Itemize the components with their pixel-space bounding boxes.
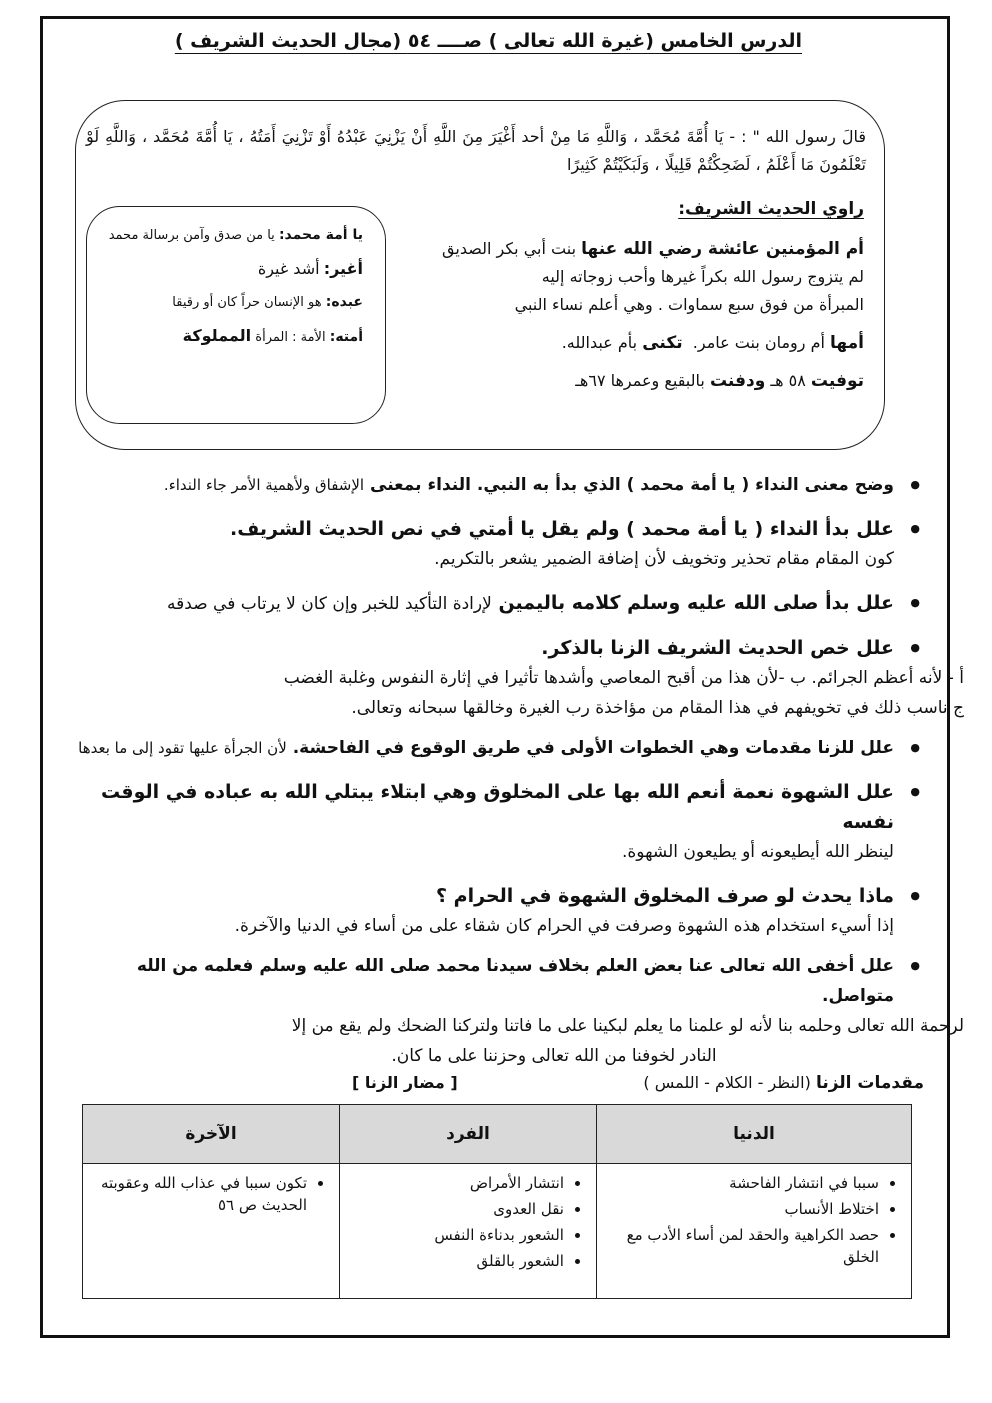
prelim-items: (النظر - الكلام - اللمس )	[643, 1073, 811, 1092]
answer-2: كون المقام مقام تحذير وتخويف لأن إضافة الضمير يشعر بالتكريم.	[434, 549, 894, 569]
narrator-line2: لم يتزوج رسول الله بكراً غيرها وأحب زوجاته إليه	[541, 267, 864, 286]
list-item: • الشعور بدناءة النفس	[350, 1224, 564, 1246]
question-2: ● علل بدأ النداء ( يا أمة محمد ) ولم يقل يا أمتي في نص الحديث الشريف.	[64, 514, 924, 544]
question-6: ● علل الشهوة نعمة أنعم الله بها على المخلوق وهي ابتلاء يبتلي الله به عباده في الوقت نفسه	[64, 777, 924, 837]
question-4: ● علل خص الحديث الشريف الزنا بالذكر.	[64, 633, 924, 663]
burial-label: ودفنت	[709, 371, 766, 391]
header-fard: الفرد	[340, 1105, 597, 1164]
answer-8-line2: النادر لخوفنا من الله تعالى وحزننا على ما كان.	[391, 1046, 717, 1066]
hadith-text: قالَ رسول الله " : - يَا أُمَّةَ مُحَمَّد ، وَاللَّهِ مَا مِنْ أحد أَغْيَرَ مِنَ اللَّهِ أَنْ يَزْنِيَ عَبْدُهُ أَوْ تَزْنِيَ أَمَتُهُ ، يَا أُمَّةَ مُحَمَّد ، وَاللَّهِ لَوْ تَعْلَمُونَ مَا أَعْلَمُ ، لَضَحِكْتُمْ قَلِيلًا ، وَلَبَكَيْتُمْ كَثِيرًا	[86, 127, 866, 174]
mother-text: أم رومان بنت عامر.	[692, 333, 825, 352]
mother-label: أمها	[830, 333, 864, 353]
answer-4-line2: ج ناسب ذلك في تخويفهم في هذا المقام من مؤاخذة رب الغيرة وخالقها سبحانه وتعالى.	[351, 698, 964, 718]
vocabulary-box	[86, 206, 386, 424]
answer-6: لينظر الله أيطيعونه أو يطيعون الشهوة.	[622, 842, 894, 862]
vocab-item: عبده: هو الإنسان حراً كان أو رقيقا	[172, 294, 363, 310]
list-item: • نقل العدوى	[350, 1198, 564, 1220]
vocab-item: أمته: الأمة : المرأة المملوكة	[182, 326, 363, 345]
list-item: • حصد الكراهية والحقد لمن أساء الأدب مع الخلق	[607, 1224, 879, 1268]
question-8: ● علل أخفى الله تعالى عنا بعض العلم بخلاف سيدنا محمد صلى الله عليه وسلم فعلمه من الله متواصل.	[64, 951, 924, 1011]
harms-table	[82, 1104, 912, 1299]
answer-4-line1: أ - لأنه أعظم الجرائم. ب -لأن هذا من أقبح المعاصي وأشدها تأثيرا في إثارة النفوس وغلبة الغضب	[283, 668, 964, 688]
cell-dunya	[596, 1164, 911, 1299]
lesson-title: الدرس الخامس (غيرة الله تعالى ) صــــ ٥٤ (مجال الحديث الشريف )	[174, 30, 802, 52]
list-item: • سببا في انتشار الفاحشة	[607, 1172, 879, 1194]
narrator-heading: راوي الحديث الشريف:	[678, 199, 864, 219]
harms-label: [ مضار الزنا ]	[352, 1073, 458, 1092]
question-5: ● علل للزنا مقدمات وهي الخطوات الأولى في طريق الوقوع في الفاحشة. لأن الجرأة عليها تقود إلى ما بعدها	[64, 733, 924, 763]
question-3: ● علل بدأ صلى الله عليه وسلم كلامه باليمين لإرادة التأكيد للخبر وإن كان لا يرتاب في صدقه	[64, 588, 924, 619]
narrator-bio	[434, 235, 864, 395]
answer-3: لإرادة التأكيد للخبر وإن كان لا يرتاب في صدقه	[167, 594, 492, 614]
death-text: ٥٨ هـ	[770, 371, 806, 390]
list-item: • انتشار الأمراض	[350, 1172, 564, 1194]
answer-5: لأن الجرأة عليها تقود إلى ما بعدها	[78, 739, 287, 757]
narrator-name: أم المؤمنين عائشة رضي الله عنها	[581, 239, 864, 259]
vocab-item: يا أمة محمد: يا من صدق وآمن برسالة محمد	[108, 227, 363, 243]
question-7: ● ماذا يحدث لو صرف المخلوق الشهوة في الحرام ؟	[64, 881, 924, 911]
prelim-label: مقدمات الزنا	[815, 1073, 924, 1093]
answer-8-line1: لرحمة الله تعالى وحلمه بنا لأنه لو علمنا ما يعلم لبكينا على ما فاتنا ولتركنا الضحك ولم يقع من إلا	[291, 1016, 964, 1036]
cell-akhira	[83, 1164, 340, 1299]
answer-7: إذا أسيء استخدام هذه الشهوة وصرفت في الحرام كان شقاء على من أساء في الدنيا والآخرة.	[234, 916, 894, 936]
burial-text: بالبقيع وعمرها ٦٧هـ	[575, 371, 705, 390]
list-item: • اختلاط الأنساب	[607, 1198, 879, 1220]
questions-section	[64, 470, 964, 1071]
prelim-line	[643, 1073, 924, 1093]
list-item: • تكون سببا في عذاب الله وعقوبته الحديث ص ٥٦	[93, 1172, 307, 1216]
header-akhira: الآخرة	[83, 1105, 340, 1164]
vocab-item: أغير: أشد غيرة	[257, 259, 363, 278]
question-1: ● وضح معنى النداء ( يا أمة محمد ) الذي بدأ به النبي. النداء بمعنى الإشفاق ولأهمية الأمر جاء النداء.	[64, 470, 924, 500]
header-dunya: الدنيا	[596, 1105, 911, 1164]
hadith-box	[75, 100, 885, 450]
cell-fard	[340, 1164, 597, 1299]
kunya-label: تكنى	[642, 333, 683, 353]
narrator-name-rest: بنت أبي بكر الصديق	[442, 239, 577, 258]
kunya-text: بأم عبدالله.	[561, 333, 638, 352]
narrator-line3: المبرأة من فوق سبع سماوات . وهي أعلم نساء النبي	[514, 295, 864, 314]
answer-1: الإشفاق ولأهمية الأمر جاء النداء.	[163, 476, 365, 494]
list-item: • الشعور بالقلق	[350, 1250, 564, 1272]
death-label: توفيت	[810, 371, 864, 391]
